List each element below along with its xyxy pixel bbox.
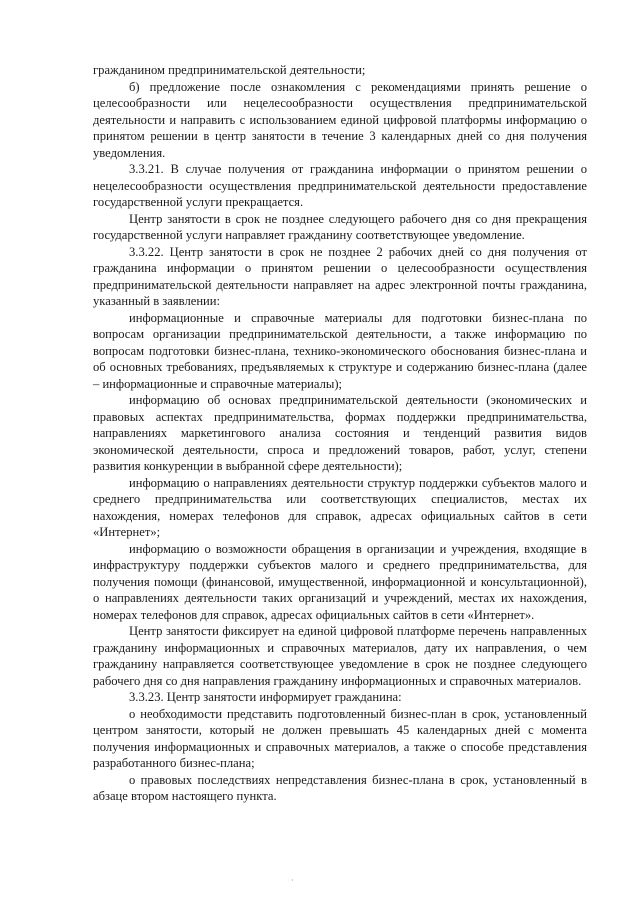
list-item: информацию о возможности обращения в организации и учреждения, входящие в инфраструктуру поддержки субъектов малого и среднего предпринимательства, для получения помощи (финансовой, имущественной, информационной и консультационной), о направлениях деятельности таких организаций и учреждений, местах их нахождения, номерах телефонов для справок, адресах официальных сайтов в сети «Интернет».: [93, 541, 587, 622]
paragraph: Центр занятости в срок не позднее следующего рабочего дня со дня прекращения государственной услуги направляет гражданину соответствующее уведомление.: [93, 211, 587, 242]
paragraph: Центр занятости фиксирует на единой цифровой платформе перечень направленных гражданину информационных и справочных материалов, дату их направления, о чем гражданину направляется соответствующее уведомление в срок не позднее следующего рабочего дня со дня направления гражданину информационных и справочных материалов.: [93, 624, 587, 688]
list-item: информационные и справочные материалы для подготовки бизнес-плана по вопросам организации предпринимательской деятельности, а также информацию по вопросам подготовки бизнес-плана, технико-экономического обоснования бизнес-плана и об основных требованиях, предъявляемых к структуре и содержанию бизнес-плана (далее – информационные и справочные материалы);: [93, 310, 587, 391]
list-item: информацию об основах предпринимательской деятельности (экономических и правовых аспектах предпринимательства, формах поддержки предпринимательства, направлениях маркетингового анализа состояния и тенденций развития видов экономической деятельности, спроса и предложений товаров, работ, услуг, степени развития конкуренции в выбранной сфере деятельности);: [93, 393, 587, 473]
list-item: информацию о направлениях деятельности структур поддержки субъектов малого и среднего предпринимательства или соответствующих специалистов, местах их нахождения, номерах телефонов для справок, адресах официальных сайтов в сети «Интернет»;: [93, 475, 587, 539]
paragraph-section-3-3-23: 3.3.23. Центр занятости информирует гражданина:: [129, 690, 402, 704]
paragraph: б) предложение после ознакомления с рекомендациями принять решение о целесообразности или нецелесообразности осуществления предпринимательской деятельности и направить с использованием единой цифровой платформы информацию о принятом решении в центр занятости в течение 3 календарных дней со дня получения уведомления.: [93, 79, 587, 160]
list-item: о правовых последствиях непредставления бизнес-плана в срок, установленный в абзаце втором настоящего пункта.: [93, 772, 587, 803]
document-body: [93, 62, 587, 805]
list-item: о необходимости представить подготовленный бизнес-план в срок, установленный центром занятости, который не должен превышать 45 календарных дней с момента получения информационных и справочных материалов, а также о способе представления разработанного бизнес-плана;: [93, 706, 587, 770]
paragraph: гражданином предпринимательской деятельности;: [93, 63, 366, 77]
paragraph-section-3-3-22: 3.3.22. Центр занятости в срок не позднее 2 рабочих дней со дня получения от гражданина информации о принятом решении о целесообразности осуществления предпринимательской деятельности направляет на адрес электронной почты гражданина, указанный в заявлении:: [93, 244, 587, 308]
footer-mark: ·: [291, 876, 294, 885]
paragraph-section-3-3-21: 3.3.21. В случае получения от гражданина информации о принятом решении о нецелесообразности осуществления предпринимательской деятельности предоставление государственной услуги прекращается.: [93, 162, 587, 209]
